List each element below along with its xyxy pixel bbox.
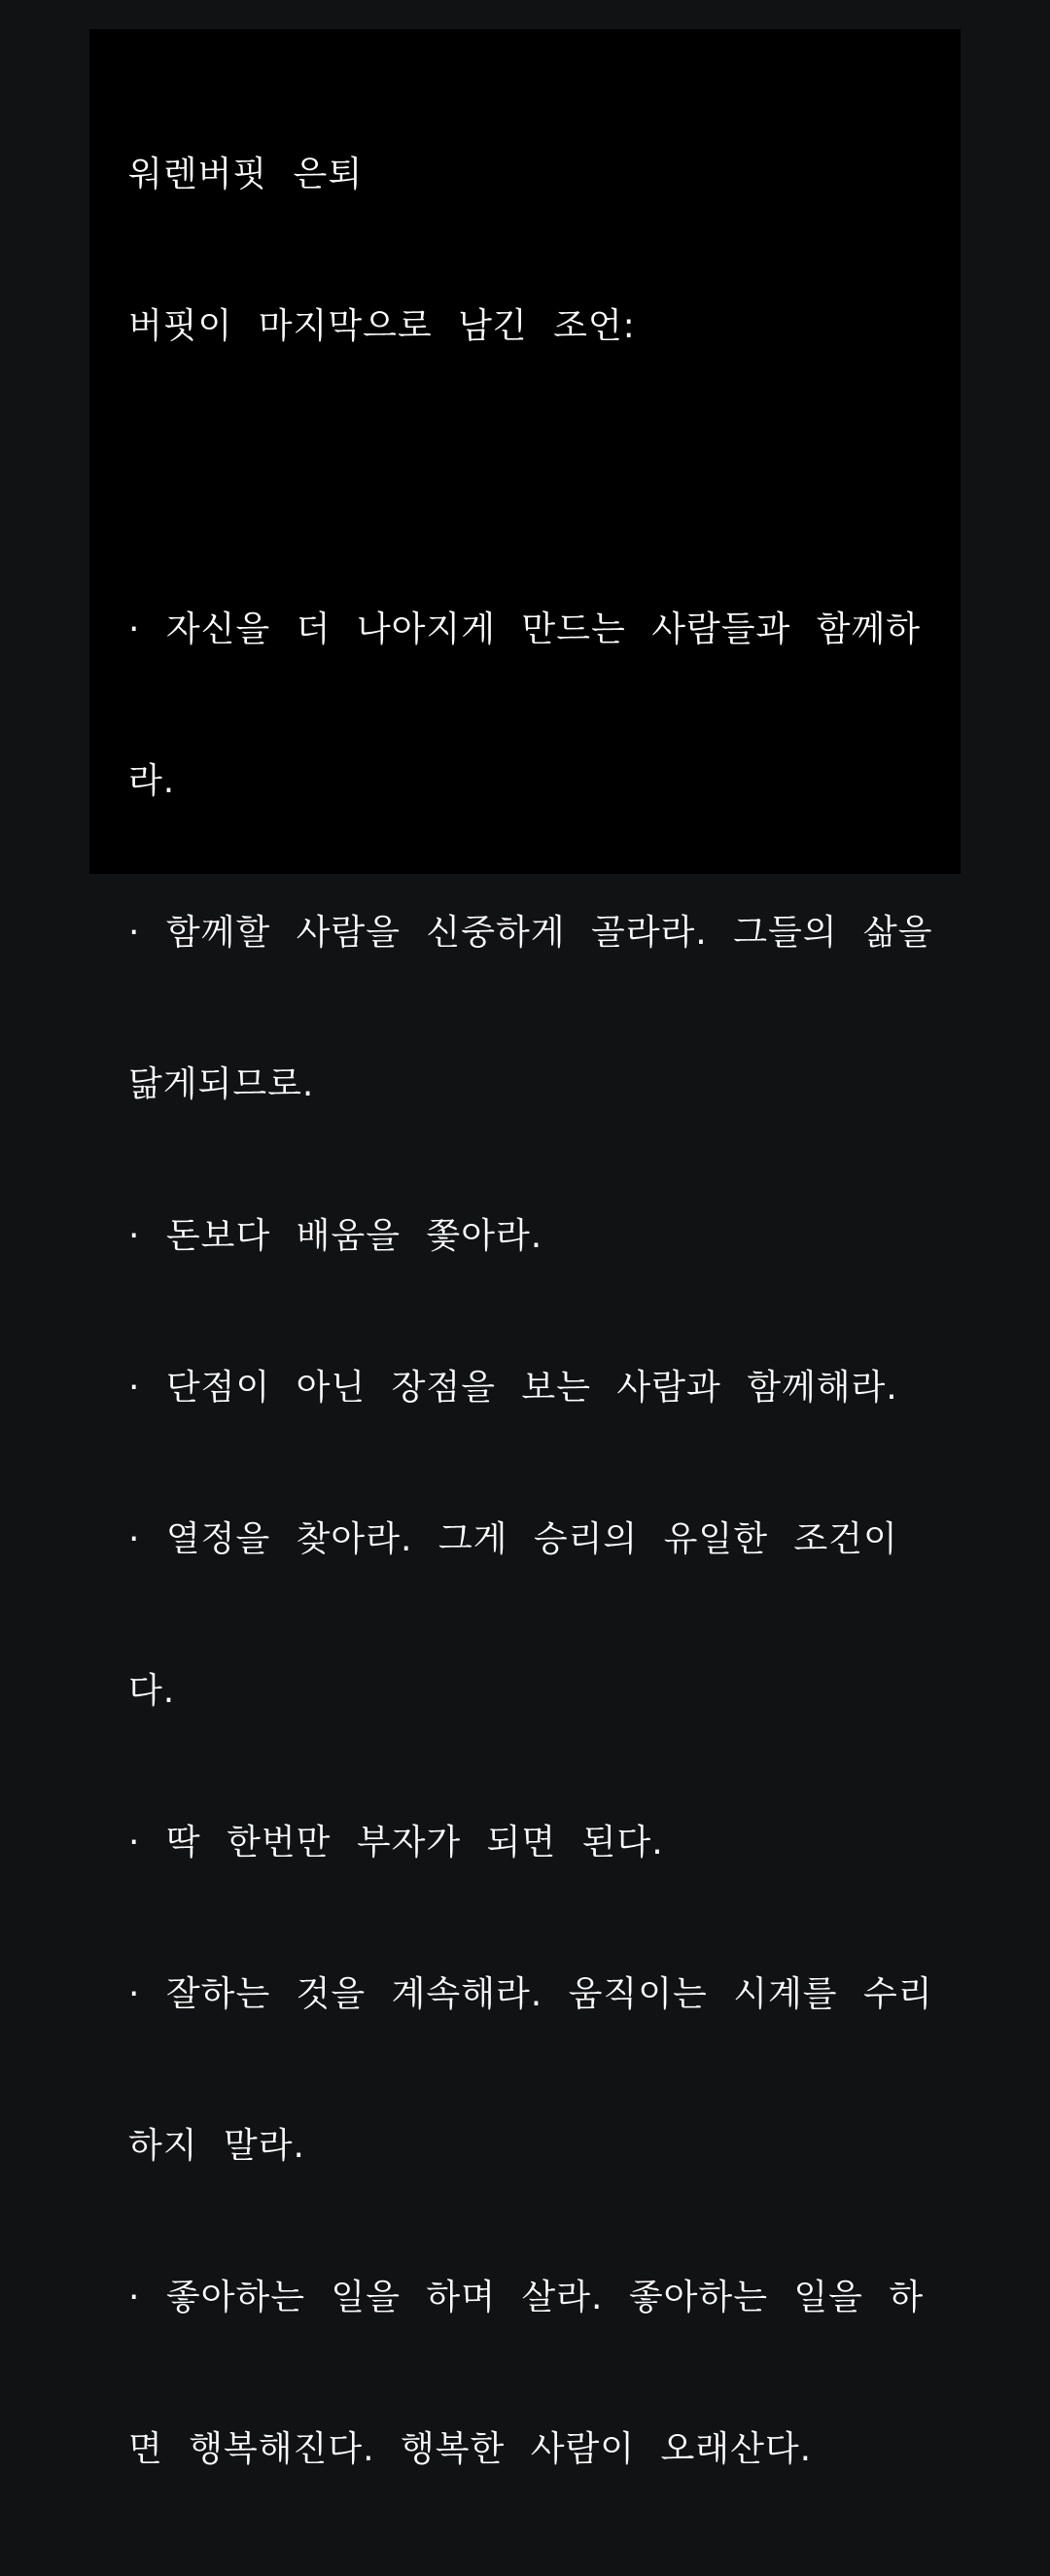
post-title: 워렌버핏 은퇴 <box>128 155 364 194</box>
advice-line: 면 행복해진다. 행복한 사람이 오래산다. <box>128 2429 813 2469</box>
blank-line <box>128 453 926 504</box>
advice-line: 다. <box>128 1671 176 1711</box>
advice-line: · 잘하는 것을 계속해라. 움직이는 시계를 수리 <box>128 1974 933 2014</box>
advice-line: · 단점이 아닌 장점을 보는 사람과 함께해라. <box>128 1368 898 1408</box>
advice-line: · 돈보다 배움을 쫓아라. <box>128 1216 543 1256</box>
advice-line: · 딱 한번만 부자가 되면 된다. <box>128 1823 664 1862</box>
advice-line: 하지 말라. <box>128 2126 305 2166</box>
advice-line: · 좋아하는 일을 하며 살라. 좋아하는 일을 하 <box>128 2278 925 2317</box>
advice-line: 라. <box>128 761 176 801</box>
advice-line: 닮게되므로. <box>128 1064 315 1104</box>
advice-line: · 열정을 찾아라. 그게 승리의 유일한 조건이 <box>128 1519 898 1559</box>
advice-line: · 자신을 더 나아지게 만드는 사람들과 함께하 <box>128 609 922 649</box>
advice-line: · 함께할 사람을 신중하게 골라라. 그들의 삶을 <box>128 913 933 953</box>
content-panel <box>89 29 961 2469</box>
post-text <box>128 49 933 2576</box>
post-subtitle: 버핏이 마지막으로 남긴 조언: <box>128 306 636 346</box>
